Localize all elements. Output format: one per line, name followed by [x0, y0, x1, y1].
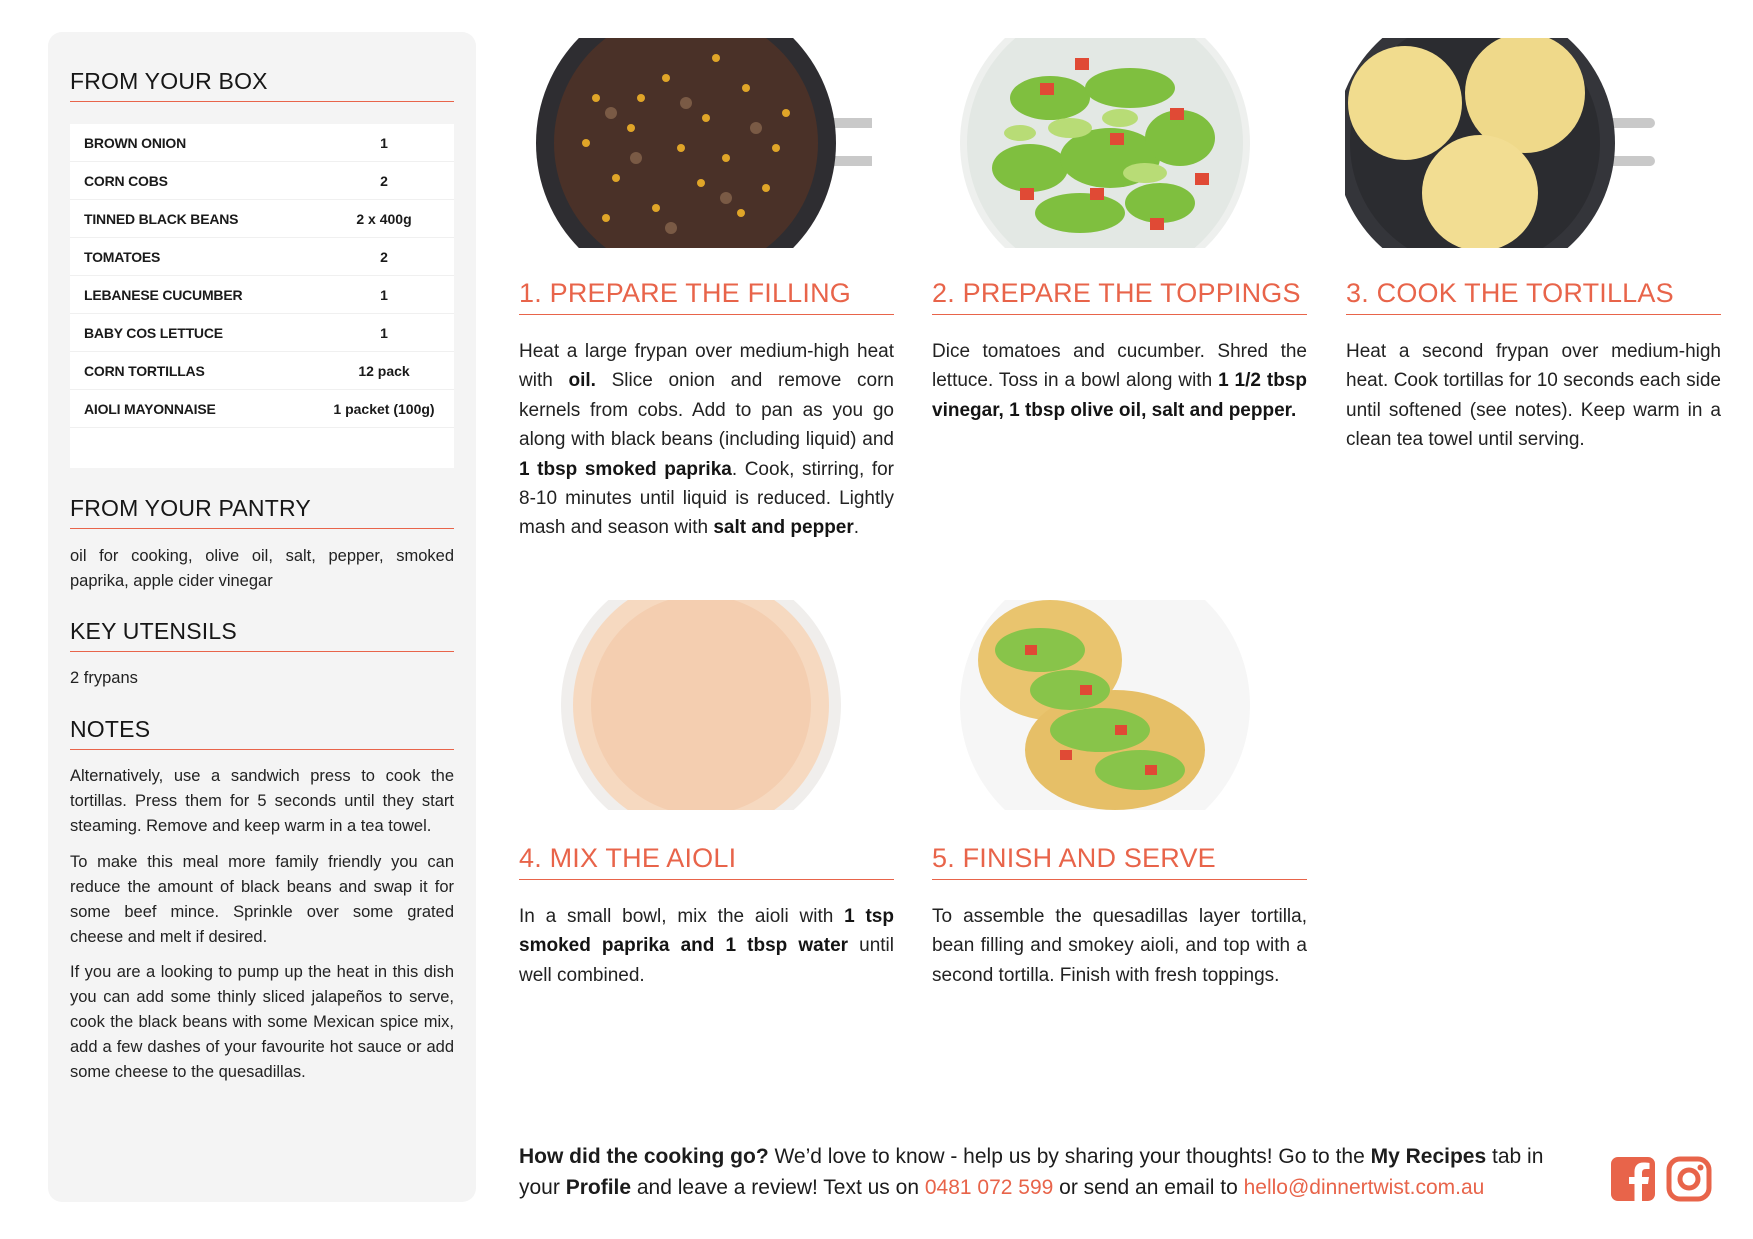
- instruction-text: Heat a second frypan over medium-high heat. Cook tortillas for 10 seconds each side until softened (see notes). Keep warm in a clean tea towel until serving.: [1346, 341, 1721, 451]
- instruction-highlight: 1 1/2 tbsp vinegar, 1 tbsp olive oil, salt and pepper.: [932, 370, 1307, 421]
- my-recipes-link[interactable]: My Recipes: [1370, 1145, 1487, 1168]
- note-1: Alternatively, use a sandwich press to cook the tortillas. Press them for 5 seconds until they start steaming. Remove and keep warm in a tea towel.: [70, 767, 454, 835]
- ingredient-quantity: 2: [380, 248, 388, 265]
- quesadillas-plate-photo: [940, 600, 1276, 810]
- ingredient-name: LEBANESE CUCUMBER: [84, 286, 243, 303]
- ingredient-name: BROWN ONION: [84, 134, 187, 151]
- box-ingredient-row: [70, 314, 454, 352]
- ingredient-quantity: 12 pack: [358, 362, 410, 379]
- step-4-title: 4. MIX THE AIOLI: [519, 843, 894, 880]
- step-1-instructions: [519, 337, 894, 543]
- notes-heading: NOTES: [70, 716, 454, 750]
- feedback-text-1: We’d love to know - help us by sharing your thoughts! Go to the: [768, 1145, 1371, 1168]
- ingredient-name: AIOLI MAYONNAISE: [84, 400, 216, 417]
- box-ingredient-row: [70, 200, 454, 238]
- note-2: To make this meal more family friendly you can reduce the amount of black beans and swap it for some beef mince. Sprinkle over some grated cheese and melt if desired.: [70, 853, 454, 946]
- note-3: If you are a looking to pump up the heat in this dish you can add some thinly sliced jalapeños to serve, cook the black beans with some Mexican spice mix, add a few dashes of your favourite hot sauce or add some cheese to the quesadillas.: [70, 963, 454, 1081]
- box-ingredient-row: [70, 162, 454, 200]
- aioli-bowl-photo: [536, 600, 872, 810]
- box-ingredients-table: [70, 124, 454, 468]
- feedback-text-4: or send an email to: [1053, 1176, 1244, 1199]
- instruction-highlight: salt and pepper: [713, 517, 854, 539]
- tortillas-in-pan-photo: [1345, 38, 1681, 248]
- ingredient-quantity: 1: [380, 324, 388, 341]
- feedback-text-3: and leave a review! Text us on: [631, 1176, 925, 1199]
- instruction-highlight: oil.: [568, 370, 596, 392]
- instruction-text: .: [853, 517, 860, 539]
- frypan-bean-filling-photo: [536, 38, 872, 248]
- step-5-title: 5. FINISH AND SERVE: [932, 843, 1307, 880]
- ingredients-panel: [48, 32, 476, 1202]
- box-ingredient-row: [70, 390, 454, 428]
- box-ingredient-row: [70, 238, 454, 276]
- instruction-text: Slice onion and remove corn kernels from cobs. Add to pan as you go along with black beans (including liquid) and: [519, 370, 894, 451]
- from-your-pantry-heading: FROM YOUR PANTRY: [70, 495, 454, 529]
- feedback-message: [519, 1141, 1579, 1203]
- ingredient-name: CORN TORTILLAS: [84, 362, 205, 379]
- ingredient-name: BABY COS LETTUCE: [84, 324, 223, 341]
- step-5-instructions: [932, 902, 1307, 990]
- salad-bowl-photo: [940, 38, 1276, 248]
- box-ingredient-row: [70, 352, 454, 390]
- ingredient-quantity: 2: [380, 172, 388, 189]
- ingredient-name: TOMATOES: [84, 248, 161, 265]
- step-4-instructions: [519, 902, 894, 990]
- utensils-list: 2 frypans: [70, 669, 138, 687]
- ingredient-quantity: 1: [380, 286, 388, 303]
- instruction-text: Dice tomatoes and cucumber. Shred the lettuce. Toss in a bowl along with: [932, 341, 1307, 392]
- pantry-list: oil for cooking, olive oil, salt, pepper, smoked paprika, apple cider vinegar: [70, 547, 454, 590]
- ingredient-name: CORN COBS: [84, 172, 168, 189]
- email-link[interactable]: hello@dinnertwist.com.au: [1243, 1176, 1485, 1199]
- ingredient-quantity: 1 packet (100g): [333, 400, 435, 417]
- phone-link[interactable]: 0481 072 599: [924, 1176, 1054, 1199]
- profile-link[interactable]: Profile: [565, 1176, 632, 1199]
- step-1-title: 1. PREPARE THE FILLING: [519, 278, 894, 315]
- ingredient-quantity: 2 x 400g: [356, 210, 412, 227]
- step-2-instructions: [932, 337, 1307, 425]
- instruction-highlight: 1 tbsp smoked paprika: [519, 458, 732, 480]
- box-ingredient-row: [70, 276, 454, 314]
- instruction-text: Heat a large frypan over medium-high heat with: [519, 341, 894, 392]
- ingredient-quantity: 1: [380, 134, 388, 151]
- instruction-text: until well combined.: [519, 935, 894, 986]
- box-ingredient-row: [70, 124, 454, 162]
- instruction-text: In a small bowl, mix the aioli with: [519, 906, 845, 927]
- from-your-box-heading: FROM YOUR BOX: [70, 68, 454, 102]
- feedback-text-2: tab in your: [519, 1145, 1544, 1199]
- step-2-title: 2. PREPARE THE TOPPINGS: [932, 278, 1307, 315]
- instruction-highlight: 1 tsp smoked paprika and 1 tbsp water: [519, 906, 894, 957]
- step-3-title: 3. COOK THE TORTILLAS: [1346, 278, 1721, 315]
- feedback-question: How did the cooking go?: [519, 1145, 769, 1168]
- instagram-icon[interactable]: [1666, 1156, 1712, 1202]
- ingredient-name: TINNED BLACK BEANS: [84, 210, 239, 227]
- step-3-instructions: [1346, 337, 1721, 455]
- instruction-text: To assemble the quesadillas layer tortilla, bean filling and smokey aioli, and top with a second tortilla. Finish with fresh toppings.: [932, 906, 1307, 986]
- instruction-text: . Cook, stirring, for 8-10 minutes until liquid is reduced. Lightly mash and season with: [519, 458, 894, 539]
- key-utensils-heading: KEY UTENSILS: [70, 618, 454, 652]
- facebook-icon[interactable]: [1610, 1156, 1656, 1202]
